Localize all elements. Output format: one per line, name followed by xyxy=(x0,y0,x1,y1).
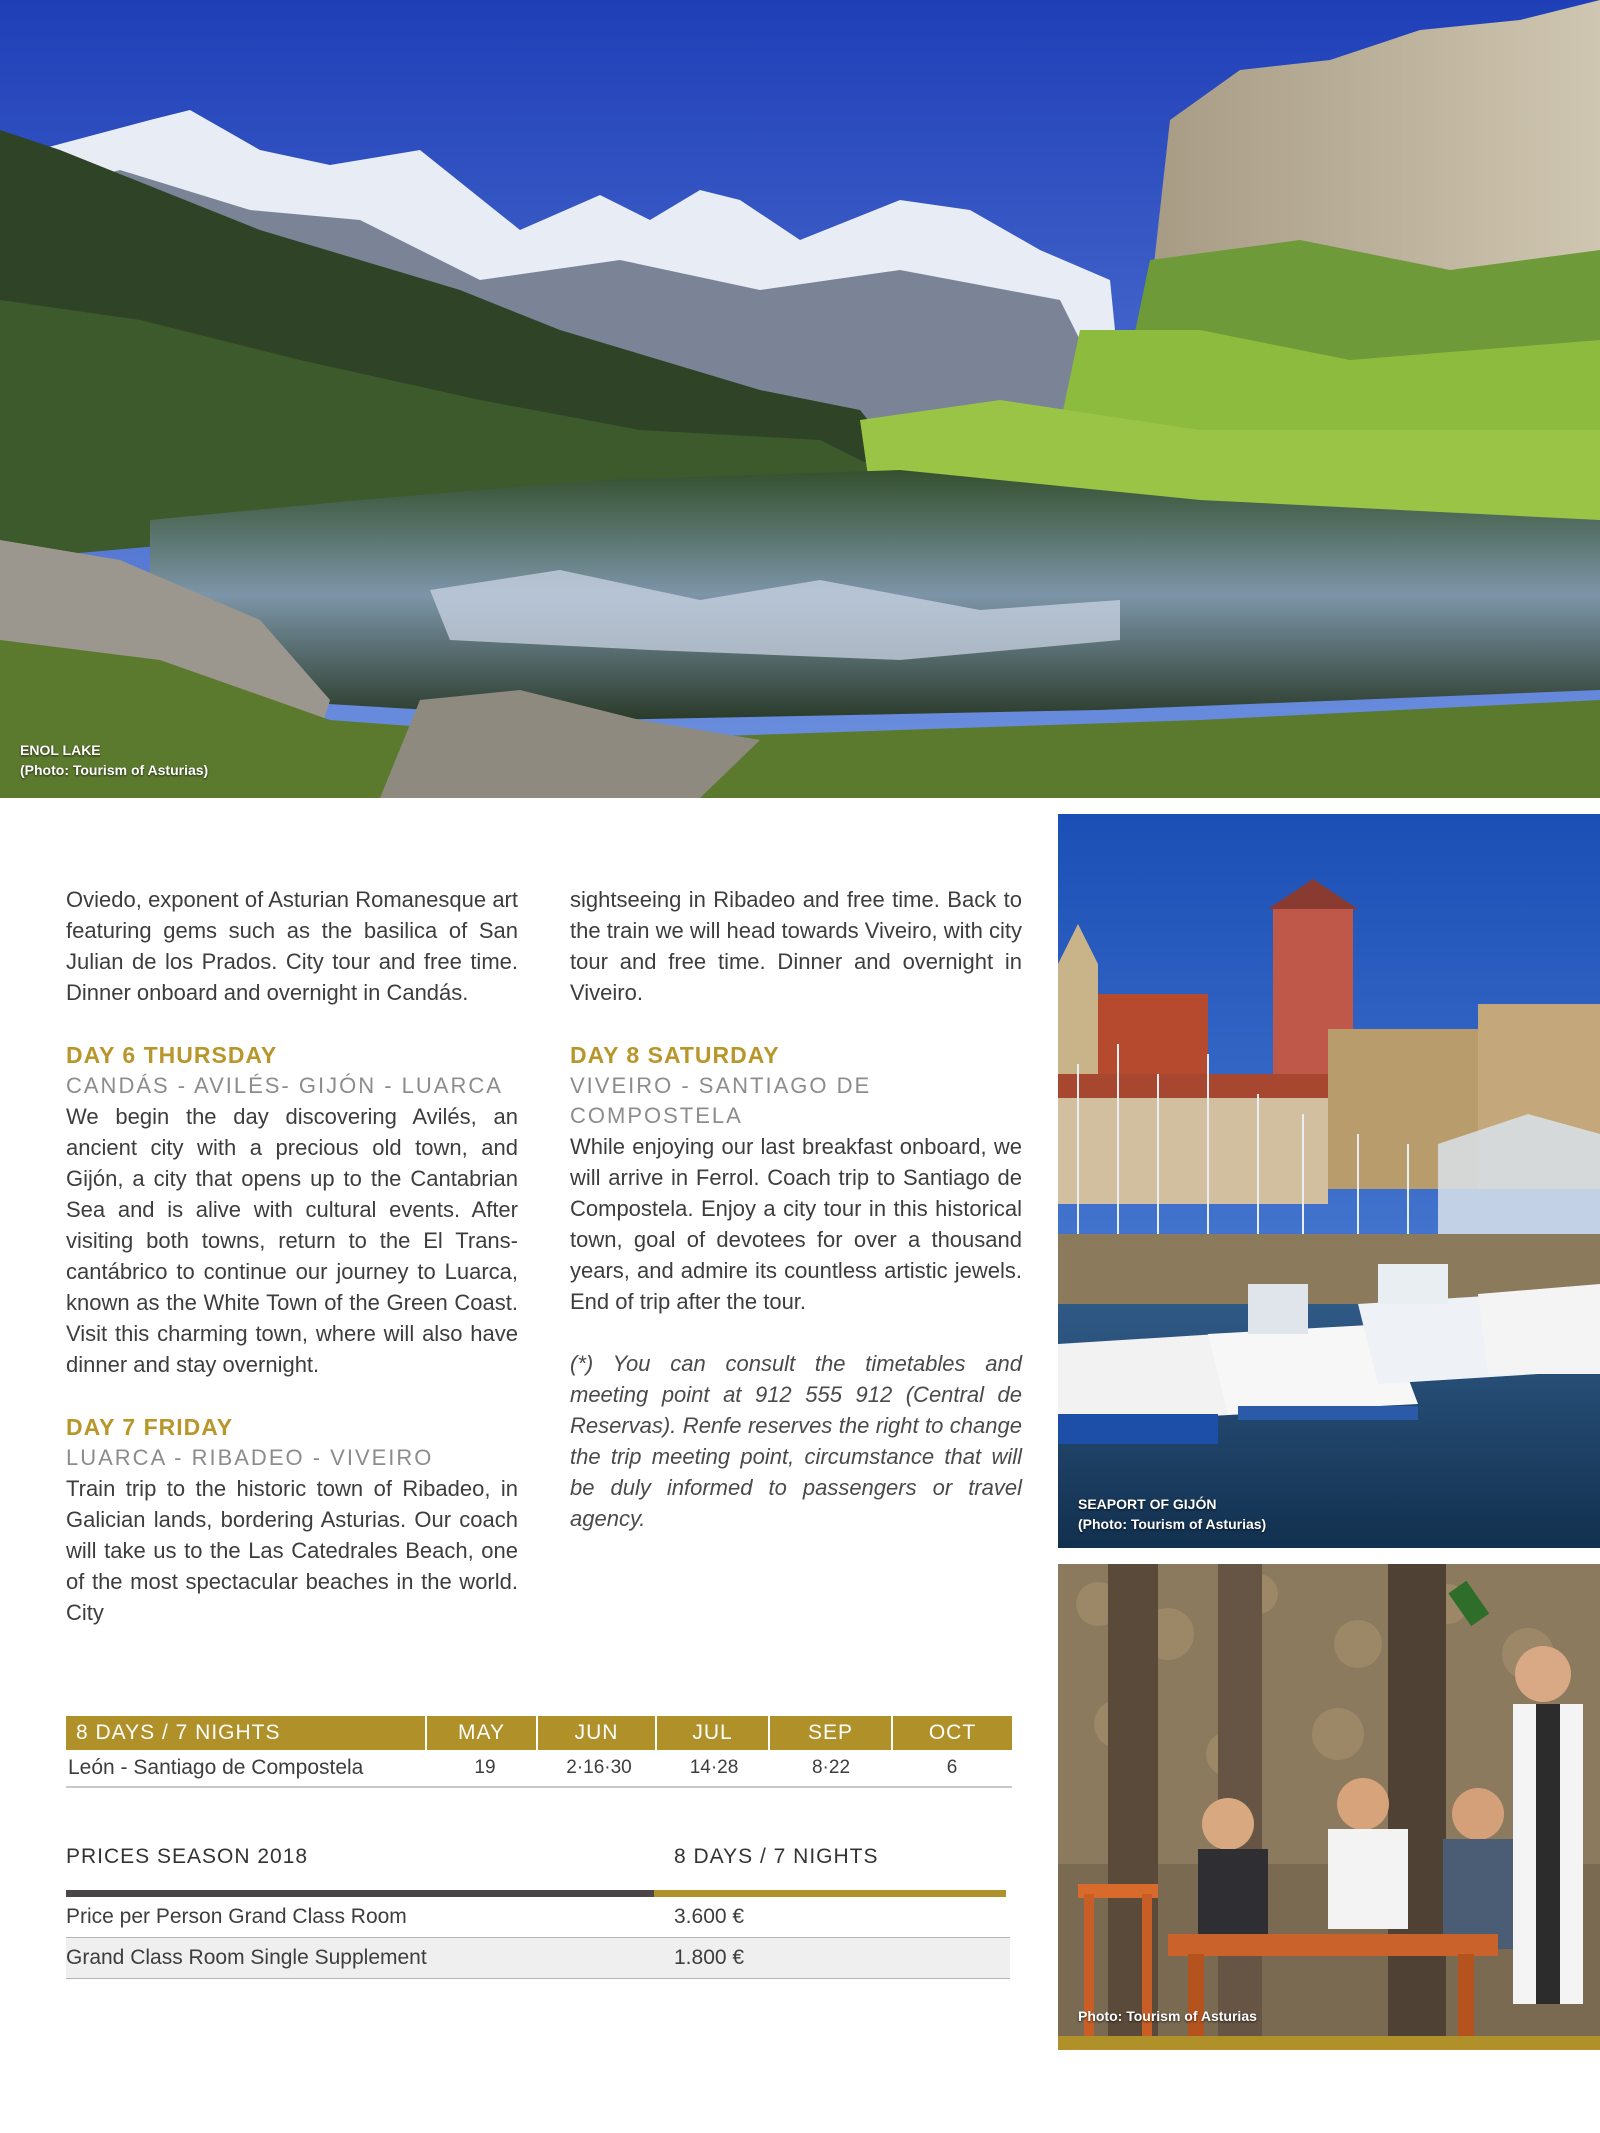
month-jun: JUN xyxy=(538,1716,657,1750)
day6-text: We begin the day discovering Avilés, an ancient city with a precious old town, and Gijón, a city that opens up to the Cantabrian Sea and is alive with cultural events. After visiting both towns, return to the El Trans-cantábrico to continue our journey to Luarca, known as the White Town of the Green Coast. Visit this charming town, where will also have dinner and stay overnight. xyxy=(66,1104,518,1377)
price-label: Grand Class Room Single Supplement xyxy=(66,1946,427,1969)
dates-jul: 14·28 xyxy=(689,1757,739,1778)
month-sep: SEP xyxy=(770,1716,893,1750)
dates-may: 19 xyxy=(474,1757,496,1778)
booking-note: (*) You can consult the timetables and meeting point at 912 555 912 (Central de Reservas). Renfe reserves the right to change the trip meeting point, circumstance that will be duly informed to passengers or travel agency. xyxy=(570,1351,1022,1531)
left-intro-text: Oviedo, exponent of Asturian Romanesque art featuring gems such as the basilica of San Julian de los Prados. City tour and free time. Dinner onboard and overnight in Candás. xyxy=(66,887,518,1005)
hero-caption-credit: (Photo: Tourism of Asturias) xyxy=(20,762,209,778)
dates-oct: 6 xyxy=(946,1757,958,1778)
month-oct: OCT xyxy=(928,1721,977,1744)
month-jul: JUL xyxy=(657,1716,770,1750)
day8-title: DAY 8 SATURDAY xyxy=(570,1042,780,1068)
photo-seaport-gijon xyxy=(1058,814,1600,1548)
prices-header-bar xyxy=(66,1890,1010,1897)
photo-bottom-gold-bar xyxy=(1058,2036,1600,2050)
table-row xyxy=(66,1750,1012,1788)
hero-caption-title: ENOL LAKE xyxy=(20,742,101,758)
prices-bar-gold xyxy=(654,1890,1006,1897)
prices-table-header xyxy=(66,1832,1010,1882)
price-value: 1.800 € xyxy=(674,1946,745,1969)
prices-table xyxy=(66,1832,1010,1979)
prices-season-title: PRICES SEASON 2018 xyxy=(66,1845,309,1868)
hero-photo-enol-lake xyxy=(0,0,1600,798)
day7-route: LUARCA - RIBADEO - VIVEIRO xyxy=(66,1445,434,1470)
seaport-caption-credit: (Photo: Tourism of Asturias) xyxy=(1078,1516,1267,1532)
prices-bar-dark xyxy=(66,1890,654,1897)
table-row xyxy=(66,1897,1010,1938)
right-intro-text: sightseeing in Ribadeo and free time. Back to the train we will head towards Viveiro, with city tour and free time. Dinner and overnight in Viveiro. xyxy=(570,887,1023,1005)
day8-route: VIVEIRO - SANTIAGO DE COMPOSTELA xyxy=(570,1073,872,1128)
seaport-illustration xyxy=(1058,814,1600,1548)
day6-title: DAY 6 THURSDAY xyxy=(66,1042,278,1068)
photo-cider-bar xyxy=(1058,1564,1600,2050)
day7-title: DAY 7 FRIDAY xyxy=(66,1414,234,1440)
table-row xyxy=(66,1938,1010,1979)
dates-jun: 2·16·30 xyxy=(566,1757,632,1778)
price-value: 3.600 € xyxy=(674,1905,745,1928)
departure-dates-table xyxy=(66,1716,1012,1788)
day6-route: CANDÁS - AVILÉS- GIJÓN - LUARCA xyxy=(66,1073,503,1098)
cider-bar-illustration xyxy=(1058,1564,1600,2050)
dates-table-header xyxy=(66,1716,1012,1750)
price-label: Price per Person Grand Class Room xyxy=(66,1905,407,1928)
itinerary-right-column xyxy=(570,884,1022,1534)
route-name: León - Santiago de Compostela xyxy=(68,1756,364,1779)
dates-header-duration: 8 DAYS / 7 NIGHTS xyxy=(66,1716,427,1750)
seaport-caption-title: SEAPORT OF GIJÓN xyxy=(1078,1496,1217,1512)
day8-text: While enjoying our last breakfast onboard, we will arrive in Ferrol. Coach trip to Santiago de Compostela. Enjoy a city tour in this historical town, goal of devotees for over a thousand years, and admire its countless artistic jewels. End of trip after the tour. xyxy=(570,1134,1022,1314)
day7-text: Train trip to the historic town of Ribadeo, in Galician lands, bordering Asturias. Our coach will take us to the Las Catedrales Beach, one of the most spectacular beaches in the world. City xyxy=(66,1476,518,1625)
cider-caption-credit: Photo: Tourism of Asturias xyxy=(1078,2008,1257,2024)
itinerary-left-column xyxy=(66,884,518,1628)
dates-sep: 8·22 xyxy=(811,1757,851,1778)
month-may: MAY xyxy=(427,1716,538,1750)
hero-photo-illustration xyxy=(0,0,1600,798)
prices-duration-title: 8 DAYS / 7 NIGHTS xyxy=(674,1845,879,1868)
